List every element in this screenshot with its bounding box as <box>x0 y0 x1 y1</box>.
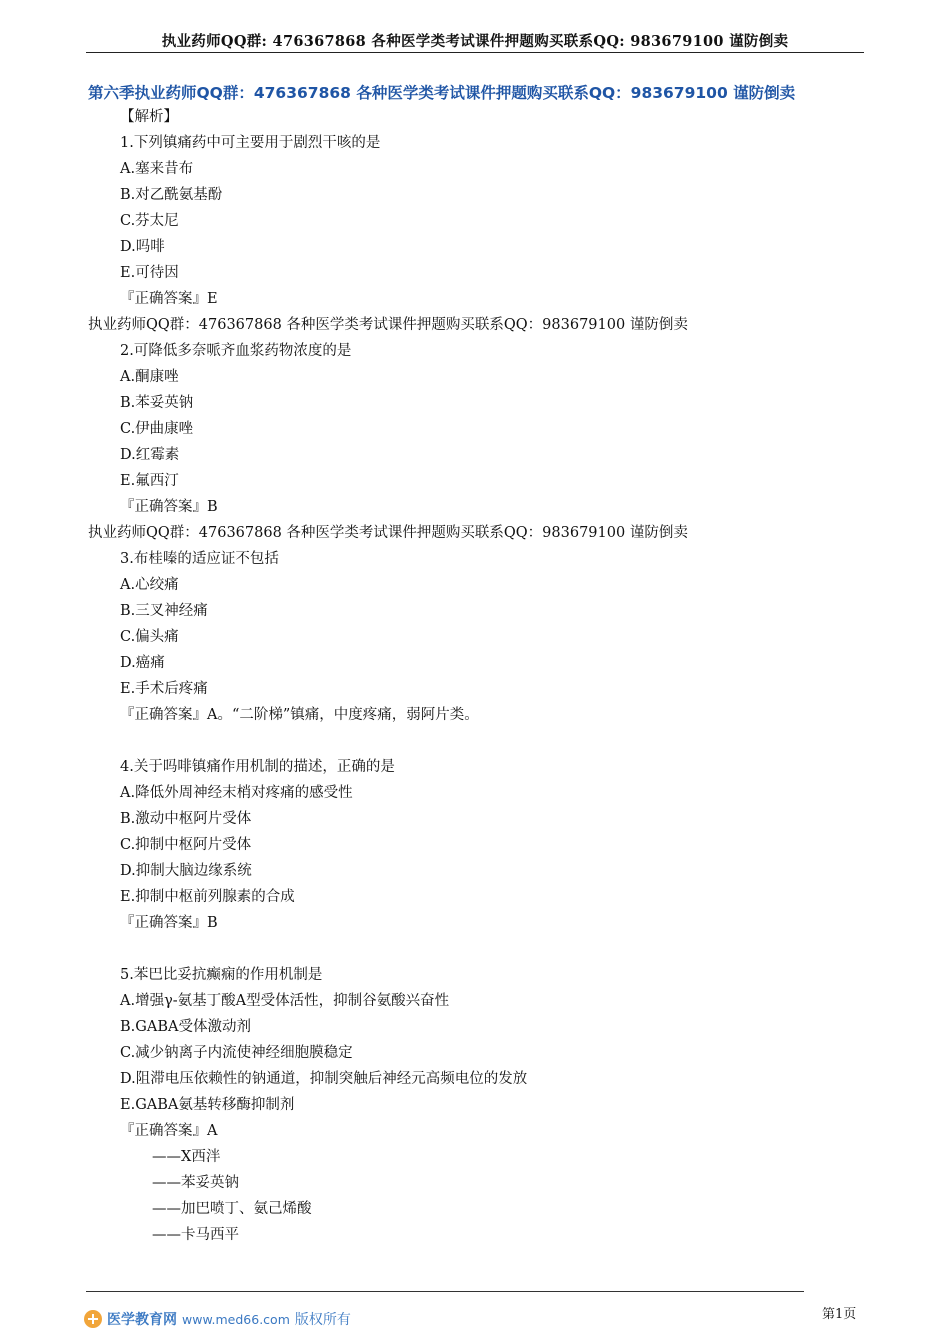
header-divider <box>86 52 864 53</box>
question-2-answer: 『正确答案』B <box>120 499 218 515</box>
question-3-option-d: D.癌痛 <box>120 655 165 671</box>
page-heading: 第六季执业药师QQ群：476367868 各种医学类考试课件押题购买联系QQ：983679100 谨防倒卖 <box>88 84 796 102</box>
question-1-stem: 1.下列镇痛药中可主要用于剧烈干咳的是 <box>120 135 381 151</box>
question-3-option-b: B.三叉神经痛 <box>120 603 208 619</box>
question-4-option-b: B.激动中枢阿片受体 <box>120 811 252 827</box>
question-3-answer: 『正确答案』A。“二阶梯”镇痛，中度疼痛，弱阿片类。 <box>120 707 479 723</box>
page-number: 第1页 <box>822 1307 857 1322</box>
question-2-stem: 2.可降低多奈哌齐血浆药物浓度的是 <box>120 343 352 359</box>
question-5-note: ——卡马西平 <box>152 1227 239 1243</box>
question-5-option-a: A.增强γ-氨基丁酸A型受体活性，抑制谷氨酸兴奋性 <box>120 993 450 1009</box>
question-2-option-b: B.苯妥英钠 <box>120 395 194 411</box>
brand-url-link[interactable]: www.med66.com <box>182 1311 290 1327</box>
question-4-option-d: D.抑制大脑边缘系统 <box>120 863 252 879</box>
question-3-option-e: E.手术后疼痛 <box>120 681 208 697</box>
copyright-text: 版权所有 <box>294 1312 351 1328</box>
brand-logo-icon <box>84 1310 102 1328</box>
question-4-stem: 4.关于吗啡镇痛作用机制的描述，正确的是 <box>120 759 395 775</box>
promo-line: 执业药师QQ群：476367868 各种医学类考试课件押题购买联系QQ：983679100 谨防倒卖 <box>88 317 688 333</box>
question-3-stem: 3.布桂嗪的适应证不包括 <box>120 551 279 567</box>
question-4-option-e: E.抑制中枢前列腺素的合成 <box>120 889 295 905</box>
question-5-option-c: C.减少钠离子内流使神经细胞膜稳定 <box>120 1045 353 1061</box>
section-label: 【解析】 <box>120 109 178 125</box>
spacer <box>88 936 868 962</box>
question-1-option-d: D.吗啡 <box>120 239 165 255</box>
question-1-answer: 『正确答案』E <box>120 291 218 307</box>
question-2-option-d: D.红霉素 <box>120 447 180 463</box>
question-3-option-a: A.心绞痛 <box>120 577 179 593</box>
question-3-option-c: C.偏头痛 <box>120 629 179 645</box>
running-header: 执业药师QQ群: 476367868 各种医学类考试课件押题购买联系QQ: 983679100 谨防倒卖 <box>161 33 789 50</box>
question-4-option-a: A.降低外周神经末梢对疼痛的感受性 <box>120 785 353 801</box>
question-2-option-e: E.氟西汀 <box>120 473 179 489</box>
question-5-note: ——苯妥英钠 <box>152 1175 239 1191</box>
question-4-option-c: C.抑制中枢阿片受体 <box>120 837 252 853</box>
question-5-note: ——X西泮 <box>152 1149 221 1165</box>
question-1-option-e: E.可待因 <box>120 265 179 281</box>
question-5-option-b: B.GABA受体激动剂 <box>120 1019 251 1035</box>
question-5-answer: 『正确答案』A <box>120 1123 218 1139</box>
question-5-note: ——加巴喷丁、氨己烯酸 <box>152 1201 312 1217</box>
question-1-option-b: B.对乙酰氨基酚 <box>120 187 223 203</box>
question-2-option-c: C.伊曲康唑 <box>120 421 194 437</box>
brand-name: 医学教育网 <box>107 1312 177 1328</box>
question-2-option-a: A.酮康唑 <box>120 369 179 385</box>
question-1-option-a: A.塞来昔布 <box>120 161 194 177</box>
question-5-option-e: E.GABA氨基转移酶抑制剂 <box>120 1097 295 1113</box>
question-1-option-c: C.芬太尼 <box>120 213 179 229</box>
footer-brand <box>84 1309 351 1329</box>
footer-divider <box>86 1291 804 1292</box>
spacer <box>88 728 868 754</box>
document-body <box>88 104 868 1248</box>
promo-line: 执业药师QQ群：476367868 各种医学类考试课件押题购买联系QQ：983679100 谨防倒卖 <box>88 525 688 541</box>
question-5-stem: 5.苯巴比妥抗癫痫的作用机制是 <box>120 967 323 983</box>
question-4-answer: 『正确答案』B <box>120 915 218 931</box>
question-5-option-d: D.阻滞电压依赖性的钠通道，抑制突触后神经元高频电位的发放 <box>120 1071 528 1087</box>
